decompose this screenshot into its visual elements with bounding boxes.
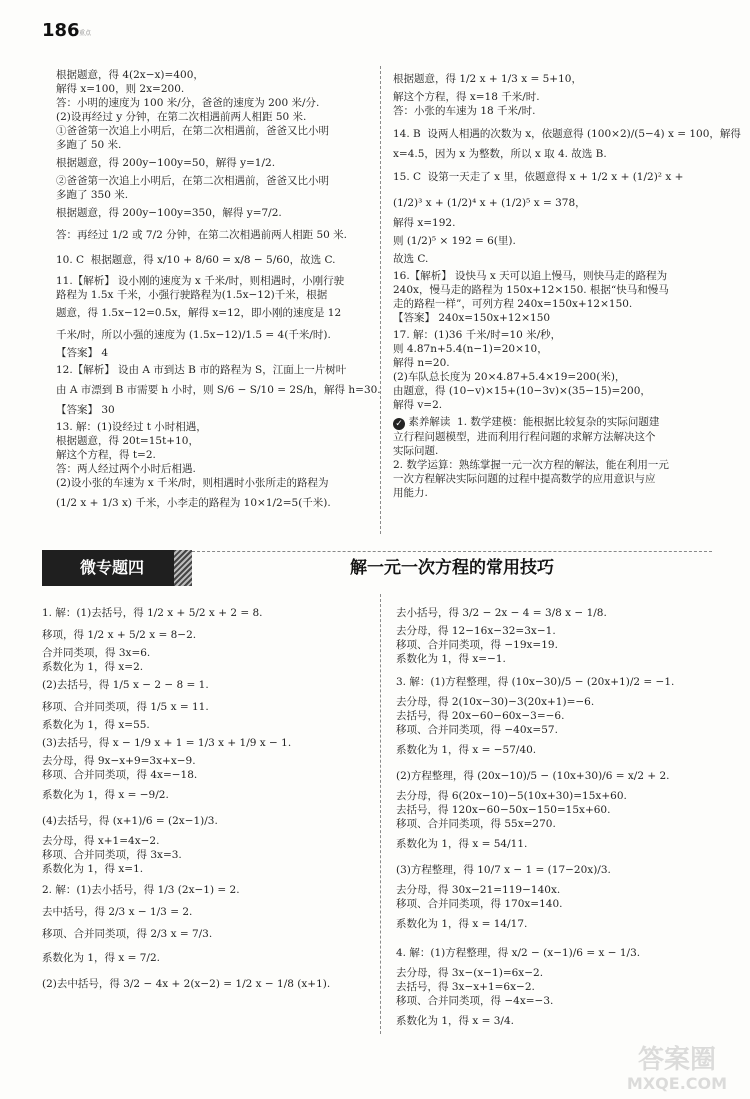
top-right-column xyxy=(393,68,741,500)
text-line: 根据题意，得 200y−100y=350，解得 y=7/2. xyxy=(56,207,282,219)
answer-line: 【答案】 4 xyxy=(56,347,109,359)
text-line: 系数化为 1，得 x = 14/17. xyxy=(396,918,528,930)
text-line: 去分母，得 x+1=4x−2. xyxy=(42,835,160,847)
text-line: 答：再经过 1/2 或 7/2 分钟，在第二次相遇前两人相距 50 米. xyxy=(56,229,348,241)
text-line: 根据题意，得 4(2x−x)=400， xyxy=(56,69,204,81)
text-line: 实际问题. xyxy=(393,445,439,457)
answer-line: 【答案】 240x=150x+12×150 xyxy=(393,312,551,324)
question-3: 3. 解：(1)方程整理，得 (10x−30)/5 − (20x+1)/2 = −1. xyxy=(396,676,675,688)
section-tag: 微专题四 xyxy=(42,550,182,586)
question-16-analysis: 16.【解析】 设快马 x 天可以追上慢马，则快马走的路程为 xyxy=(393,270,668,282)
question-13: 13. 解：(1)设经过 t 小时相遇， xyxy=(56,421,207,433)
text-line: 答：小明的速度为 100 米/分，爸爸的速度为 200 米/分. xyxy=(56,97,320,109)
text-line: 移项、合并同类项，得 3x=3. xyxy=(42,849,182,861)
text-line: 多跑了 350 米. xyxy=(56,189,129,201)
text-line: 答：小张的车速为 18 千米/时. xyxy=(393,105,536,117)
watermark-en: MXQE.COM xyxy=(626,1074,728,1093)
question-2: 2. 解：(1)去小括号，得 1/3 (2x−1) = 2. xyxy=(42,884,240,896)
text-line: 解得 n=20. xyxy=(393,357,450,369)
text-line: 系数化为 1，得 x=−1. xyxy=(396,653,506,665)
text-line: (3)去括号，得 x − 1/9 x + 1 = 1/3 x + 1/9 x − 1. xyxy=(42,737,292,749)
text-line: 根据题意，得 20t=15t+10， xyxy=(56,435,199,447)
text-line: (3)方程整理，得 10/7 x − 1 = (17−20x)/3. xyxy=(396,864,611,876)
text-line: 移项、合并同类项，得 −40x=57. xyxy=(396,724,558,736)
text-line: 立行程问题模型，进而利用行程问题的求解方法解决这个 xyxy=(393,431,656,443)
text-line: 题意，得 1.5x−12=0.5x，解得 x=12，即小刚的速度是 12 xyxy=(56,307,342,319)
text-line: 系数化为 1，得 x=55. xyxy=(42,719,150,731)
question-11-analysis: 11.【解析】 设小刚的速度为 x 千米/时，则相遇时，小刚行驶 xyxy=(56,275,345,287)
page-number-sub: 重点 xyxy=(79,30,92,37)
text-line: 移项、合并同类项，得 170x=140. xyxy=(396,898,563,910)
text-line: 故选 C. xyxy=(393,253,429,265)
question-17: 17. 解：(1)36 千米/时=10 米/秒， xyxy=(393,329,562,341)
text-line: 移项、合并同类项，得 2/3 x = 7/3. xyxy=(42,928,213,940)
text-line: 去分母，得 6(20x−10)−5(10x+30)=15x+60. xyxy=(396,790,627,802)
text-line: 则 (1/2)⁵ × 192 = 6(里). xyxy=(393,235,516,247)
question-15: 15. C 设第一天走了 x 里，依题意得 x + 1/2 x + (1/2)² x + xyxy=(393,171,684,183)
text-line: 解得 v=2. xyxy=(393,399,443,411)
text-line: (2)方程整理，得 (20x−10)/5 − (10x+30)/6 = x/2 + 2. xyxy=(396,770,670,782)
text-line: 路程为 1.5x 千米，小强行驶路程为(1.5x−12)千米，根据 xyxy=(56,289,328,301)
literacy-note xyxy=(393,415,713,430)
check-icon: ✓ xyxy=(393,418,405,430)
text-line: 多跑了 50 米. xyxy=(56,139,122,151)
text-line: 根据题意，得 200y−100y=50，解得 y=1/2. xyxy=(56,157,276,169)
question-1: 1. 解：(1)去括号，得 1/2 x + 5/2 x + 2 = 8. xyxy=(42,607,263,619)
text-line: 系数化为 1，得 x=1. xyxy=(42,863,144,875)
text-line: 系数化为 1，得 x = −9/2. xyxy=(42,789,169,801)
text-line: 去分母，得 12−16x−32=3x−1. xyxy=(396,625,556,637)
text-line: 2. 数学运算：熟练掌握一元一次方程的解法，能在利用一元 xyxy=(393,459,669,471)
text-line: 则 4.87n+5.4(n−1)=20×10， xyxy=(393,343,548,355)
text-line: 系数化为 1，得 x = 7/2. xyxy=(42,952,160,964)
text-line: 去括号，得 20x−60−60x−3=−6. xyxy=(396,710,565,722)
text-line: 移项、合并同类项，得 1/5 x = 11. xyxy=(42,701,209,713)
question-14: 14. B 设两人相遇的次数为 x，依题意得 (100×2)/(5−4) x = 100，解得 xyxy=(393,128,741,140)
question-4: 4. 解：(1)方程整理，得 x/2 − (x−1)/6 = x − 1/3. xyxy=(396,947,641,959)
bottom-right-column xyxy=(396,602,716,1034)
watermark-logo xyxy=(612,1042,742,1094)
watermark-cn: 答案圈 xyxy=(637,1045,717,1075)
text-line: (2)设再经过 y 分钟，在第二次相遇前两人相距 50 米. xyxy=(56,111,307,123)
text-line: (2)去中括号，得 3/2 − 4x + 2(x−2) = 1/2 x − 1/8 (x+1). xyxy=(42,978,331,990)
text-line: (1/2)³ x + (1/2)⁴ x + (1/2)⁵ x = 378， xyxy=(393,197,586,209)
text-line: 去分母，得 30x−21=119−140x. xyxy=(396,884,561,896)
text-line: 去括号，得 120x−60−50x−150=15x+60. xyxy=(396,804,611,816)
page-number: 186 xyxy=(42,20,80,41)
text-line: 移项、合并同类项，得 −19x=19. xyxy=(396,639,558,651)
text-line: 由 A 市漂到 B 市需要 h 小时，则 S/6 − S/10 = 2S/h，解得 h=30. xyxy=(56,384,381,396)
text-line: 去分母，得 3x−(x−1)=6x−2. xyxy=(396,967,544,979)
text-line: 系数化为 1，得 x = 54/11. xyxy=(396,838,528,850)
answer-line: 【答案】 30 xyxy=(56,404,115,416)
column-divider xyxy=(380,66,381,534)
text-line: 移项、合并同类项，得 4x=−18. xyxy=(42,769,198,781)
text-line: ①爸爸第一次追上小明后，在第二次相遇前，爸爸又比小明 xyxy=(56,125,329,137)
text-line: 去分母，得 2(10x−30)−3(20x+1)=−6. xyxy=(396,696,595,708)
text-line: 240x，慢马走的路程为 150x+12×150. 根据“快马和慢马 xyxy=(393,284,669,296)
literacy-note-line: 素养解读 1. 数学建模：能根据比较复杂的实际问题建 xyxy=(408,416,660,428)
text-line: 移项、合并同类项，得 −4x=−3. xyxy=(396,995,554,1007)
text-line: 用能力. xyxy=(393,487,428,499)
text-line: 走的路程一样”，可列方程 240x=150x+12×150. xyxy=(393,298,633,310)
text-line: (2)设小张的车速为 x 千米/时，则相遇时小张所走的路程为 xyxy=(56,477,329,489)
text-line: (2)去括号，得 1/5 x − 2 − 8 = 1. xyxy=(42,679,209,691)
text-line: 合并同类项，得 3x=6. xyxy=(42,647,151,659)
bottom-left-column xyxy=(42,602,372,997)
text-line: 系数化为 1，得 x = 3/4. xyxy=(396,1015,514,1027)
text-line: (1/2 x + 1/3 x) 千米，小李走的路程为 10×1/2=5(千米). xyxy=(56,497,331,509)
text-line: 去中括号，得 2/3 x − 1/3 = 2. xyxy=(42,906,193,918)
question-10: 10. C 根据题意，得 x/10 + 8/60 = x/8 − 5/60，故选 C. xyxy=(56,254,336,266)
text-line: 解得 x=192. xyxy=(393,217,456,229)
text-line: (4)去括号，得 (x+1)/6 = (2x−1)/3. xyxy=(42,815,218,827)
text-line: 去括号，得 3x−x+1=6x−2. xyxy=(396,981,535,993)
column-divider xyxy=(380,594,381,1034)
section-title: 解一元一次方程的常用技巧 xyxy=(350,558,554,578)
text-line: 解得 x=100，则 2x=200. xyxy=(56,83,185,95)
text-line: 系数化为 1，得 x = −57/40. xyxy=(396,744,537,756)
text-line: ②爸爸第一次追上小明后，在第二次相遇前，爸爸又比小明 xyxy=(56,175,329,187)
text-line: 系数化为 1，得 x=2. xyxy=(42,661,144,673)
text-line: x=4.5，因为 x 为整数，所以 x 取 4. 故选 B. xyxy=(393,148,607,160)
question-12-analysis: 12.【解析】 设由 A 市到达 B 市的路程为 S，江面上一片树叶 xyxy=(56,364,347,376)
text-line: 解这个方程，得 t=2. xyxy=(56,449,156,461)
text-line: 根据题意，得 1/2 x + 1/3 x = 5+10， xyxy=(393,73,582,85)
section-header xyxy=(42,548,712,588)
section-tag-shade xyxy=(174,550,192,586)
text-line: 去分母，得 9x−x+9=3x+x−9. xyxy=(42,755,196,767)
text-line: 移项、合并同类项，得 55x=270. xyxy=(396,818,556,830)
text-line: 答：两人经过两个小时后相遇. xyxy=(56,463,196,475)
top-left-column xyxy=(56,68,381,516)
text-line: 由题意，得 (10−v)×15+(10−3v)×(35−15)=200， xyxy=(393,385,651,397)
text-line: 解这个方程，得 x=18 千米/时. xyxy=(393,91,540,103)
text-line: 千米/时，所以小强的速度为 (1.5x−12)/1.5 = 4(千米/时). xyxy=(56,329,331,341)
text-line: 移项，得 1/2 x + 5/2 x = 8−2. xyxy=(42,629,197,641)
text-line: 一次方程解决实际问题的过程中提高数学的应用意识与应 xyxy=(393,473,656,485)
text-line: (2)车队总长度为 20×4.87+5.4×19=200(米)， xyxy=(393,371,626,383)
text-line: 去小括号，得 3/2 − 2x − 4 = 3/8 x − 1/8. xyxy=(396,607,607,619)
